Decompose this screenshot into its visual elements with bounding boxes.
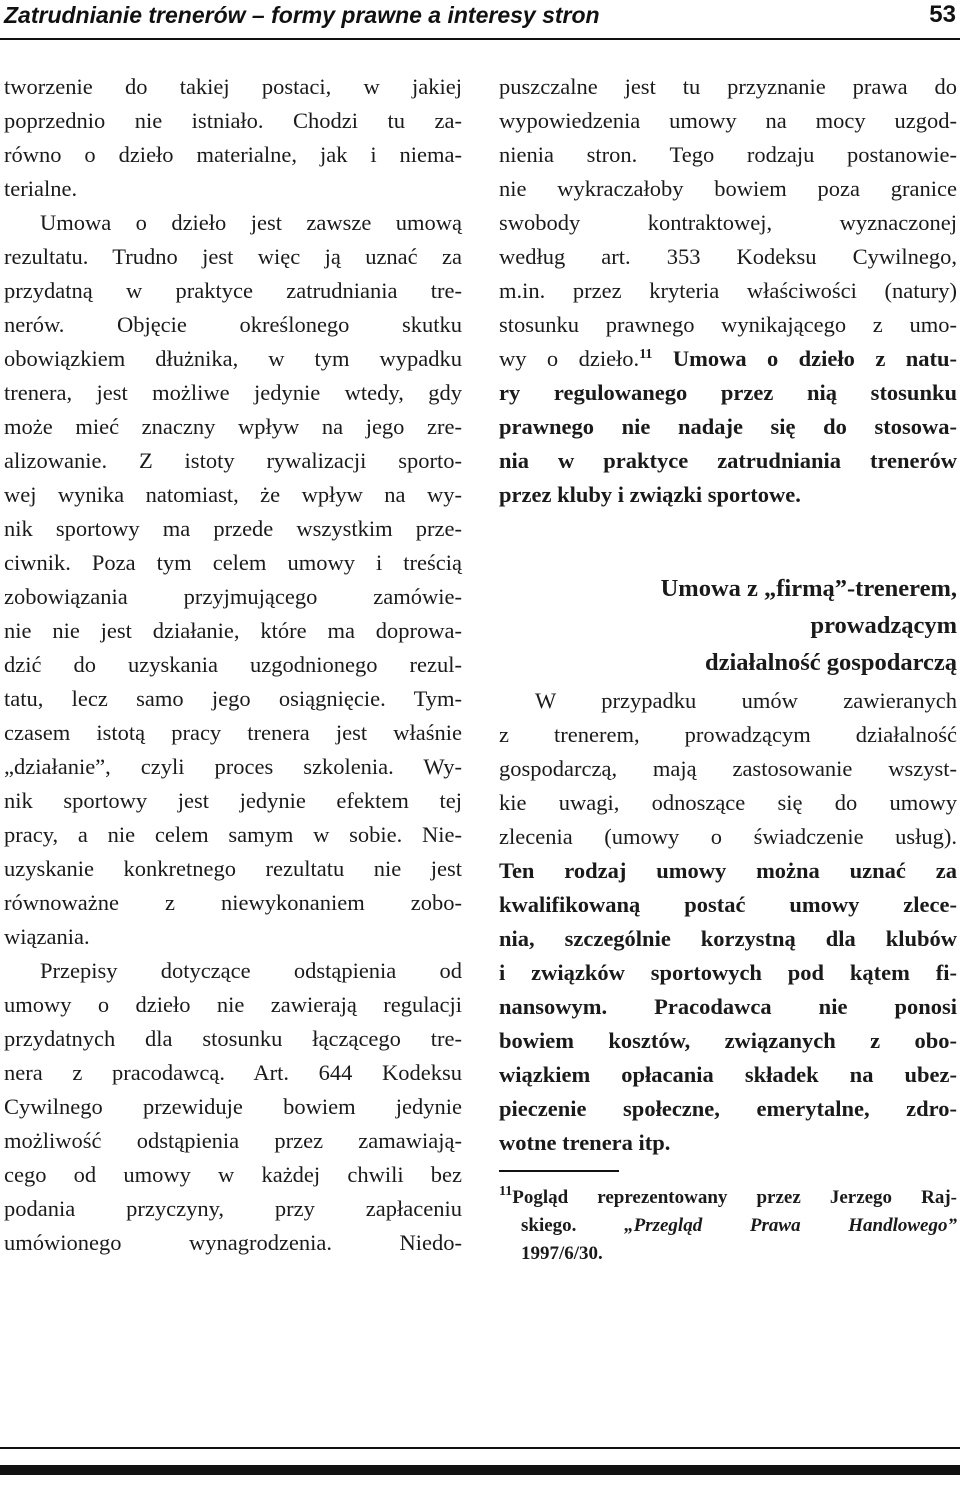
text-line: nik sportowy jest jedynie efektem tej xyxy=(4,788,462,813)
bold-text-line: i związków sportowych pod kątem fi- xyxy=(499,960,957,985)
header-rule xyxy=(0,38,960,40)
text-line: z trenerem, prowadzącym działalność xyxy=(499,722,957,747)
footnote xyxy=(499,1184,957,1268)
footnote-reference: 11 xyxy=(639,347,653,362)
bold-text-line: nia w praktyce zatrudniania trenerów xyxy=(499,448,957,473)
page-number: 53 xyxy=(929,1,956,28)
text-line: terialne. xyxy=(4,176,78,201)
bold-text-line: nansowym. Pracodawca nie ponosi xyxy=(499,994,957,1019)
bold-text-line: prawnego nie nadaje się do stosowa- xyxy=(499,414,957,439)
text-line: nerów. Objęcie określonego skutku xyxy=(4,312,462,337)
text-line: umowy o dzieło nie zawierają regulacji xyxy=(4,992,462,1017)
text-line: nie nie jest działanie, które ma doprowa- xyxy=(4,618,462,643)
text-line: uzyskanie konkretnego rezultatu nie jest xyxy=(4,856,462,881)
footnote-text: skiego. xyxy=(521,1215,625,1236)
footnote-line xyxy=(499,1184,957,1212)
text-line: możliwość odstąpienia przez zamawiają- xyxy=(4,1128,462,1153)
footnote-text: Pogląd reprezentowany przez Jerzego Raj- xyxy=(512,1187,957,1208)
text-line: pracy, a nie celem samym w sobie. Nie- xyxy=(4,822,462,847)
text-line: W przypadku umów zawieranych xyxy=(535,688,957,713)
bold-text-line: ry regulowanego przez nią stosunku xyxy=(499,380,957,405)
text-line: według art. 353 Kodeksu Cywilnego, xyxy=(499,244,957,269)
text-line: wiązania. xyxy=(4,924,90,949)
text-line: dzić do uzyskania uzgodnionego rezul- xyxy=(4,652,462,677)
bold-text-line: wiązkiem opłacania składek na ubez- xyxy=(499,1062,957,1087)
text-fragment: wy o dzieło. xyxy=(499,346,640,371)
text-line: Cywilnego przewiduje bowiem jedynie xyxy=(4,1094,462,1119)
page-header xyxy=(0,0,960,40)
text-line-mixed xyxy=(499,342,957,376)
text-line: Umowa o dzieło jest zawsze umową xyxy=(40,210,462,235)
text-line: przydatną w praktyce zatrudniania tre- xyxy=(4,278,462,303)
text-line: nik sportowy ma przede wszystkim prze- xyxy=(4,516,462,541)
bold-text-line: nia, szczególnie korzystną dla klubów xyxy=(499,926,957,951)
text-line: ciwnik. Poza tym celem umowy i treścią xyxy=(4,550,462,575)
journal-title: „Przegląd Prawa Handlowego” xyxy=(624,1215,957,1236)
footnote-line xyxy=(499,1212,957,1240)
text-line: stosunku prawnego wynikającego z umo- xyxy=(499,312,957,337)
text-line: rezultatu. Trudno jest więc ją uznać za xyxy=(4,244,462,269)
text-line: poprzednio nie istniało. Chodzi tu za- xyxy=(4,108,462,133)
text-line: nie wykraczałoby bowiem poza granice xyxy=(499,176,957,201)
text-line: tatu, lecz samo jego osiągnięcie. Tym- xyxy=(4,686,462,711)
text-line: podania przyczyny, przy zapłaceniu xyxy=(4,1196,462,1221)
footer-rule-thick xyxy=(0,1465,960,1475)
bold-text-line: kwalifikowaną postać umowy zlece- xyxy=(499,892,957,917)
running-title: Zatrudnianie trenerów – formy prawne a interesy stron xyxy=(4,2,600,28)
left-column xyxy=(4,70,462,1260)
text-line: zlecenia (umowy o świadczenie usług). xyxy=(499,824,957,849)
text-line: czasem istotą pracy trenera jest właśnie xyxy=(4,720,462,745)
bold-text-line: pieczenie społeczne, emerytalne, zdro- xyxy=(499,1096,957,1121)
text-line: „działanie”, czyli proces szkolenia. Wy- xyxy=(4,754,462,779)
text-line: umówionego wynagrodzenia. Niedo- xyxy=(4,1230,462,1255)
text-line: obowiązkiem dłużnika, w tym wypadku xyxy=(4,346,462,371)
section-heading-line: działalność gospodarczą xyxy=(704,649,957,676)
text-line: puszczalne jest tu przyznanie prawa do xyxy=(499,74,957,99)
footnote-line: 1997/6/30. xyxy=(521,1243,603,1264)
text-line: zobowiązania przyjmującego zamówie- xyxy=(4,584,462,609)
text-line: nienia stron. Tego rodzaju postanowie- xyxy=(499,142,957,167)
bold-text-fragment: Umowa o dzieło z natu- xyxy=(652,346,957,371)
text-line: kie uwagi, odnoszące się do umowy xyxy=(499,790,957,815)
footer-rule-thin xyxy=(0,1447,960,1449)
text-line: równoważne z niewykonaniem zobo- xyxy=(4,890,462,915)
text-line: swobody kontraktowej, wyznaczonej xyxy=(499,210,957,235)
text-line: cego od umowy w każdej chwili bez xyxy=(4,1162,462,1187)
section-heading-line: Umowa z „firmą”-trenerem, xyxy=(660,575,957,602)
bold-text-line: bowiem kosztów, związanych z obo- xyxy=(499,1028,957,1053)
text-line: trenera, jest możliwe jedynie wtedy, gdy xyxy=(4,380,462,405)
bold-text-line: przez kluby i związki sportowe. xyxy=(499,482,801,507)
bold-text-line: Ten rodzaj umowy można uznać za xyxy=(499,858,957,883)
section-heading xyxy=(499,570,957,681)
text-line: wypowiedzenia umowy na mocy uzgod- xyxy=(499,108,957,133)
bold-text-line: wotne trenera itp. xyxy=(499,1130,671,1155)
section-heading-line: prowadzącym xyxy=(810,612,957,639)
text-line: nera z pracodawcą. Art. 644 Kodeksu xyxy=(4,1060,462,1085)
right-column xyxy=(499,70,957,1268)
text-line: równo o dzieło materialne, jak i niema- xyxy=(4,142,462,167)
text-line: tworzenie do takiej postaci, w jakiej xyxy=(4,74,462,99)
text-line: alizowanie. Z istoty rywalizacji sporto- xyxy=(4,448,462,473)
footnote-rule xyxy=(499,1170,619,1172)
footnote-number: 11 xyxy=(499,1184,513,1199)
text-line: m.in. przez kryteria właściwości (natury) xyxy=(499,278,957,303)
text-line: gospodarczą, mają zastosowanie wszyst- xyxy=(499,756,957,781)
text-line: wej wynika natomiast, że wpływ na wy- xyxy=(4,482,462,507)
text-line: przydatnych dla stosunku łączącego tre- xyxy=(4,1026,462,1051)
text-line: Przepisy dotyczące odstąpienia od xyxy=(40,958,462,983)
text-line: może mieć znaczny wpływ na jego zre- xyxy=(4,414,462,439)
